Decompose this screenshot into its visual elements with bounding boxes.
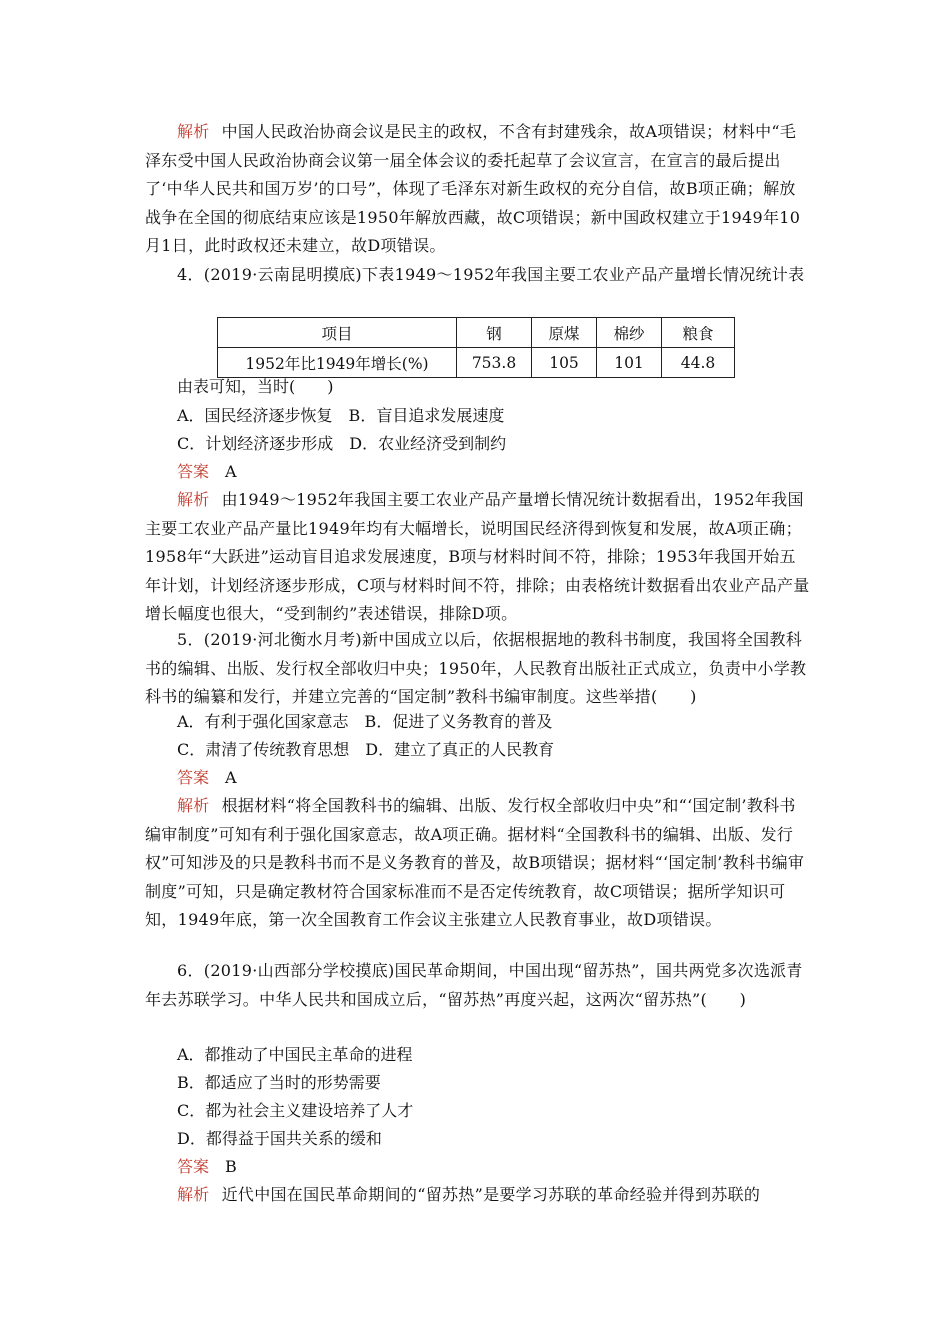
analysis-text: 根据材料“将全国教科书的编辑、出版、发行权全部收归中央”和“‘国定制’教科书编审制度”可知有利于强化国家意志，故A项正确。据材料“全国教科书的编辑、出版、发行权”可知涉及的只是教科书而不是义务教育的普及，故B项错误；据材料“‘国定制’教科书编审制度”可知，只是确定教材符合国家标准而不是否定传统教育，故C项错误；据所学知识可知，1949年底，第一次全国教育工作会议主张建立人民教育事业，故D项错误。 (145, 796, 805, 929)
table-header-cell: 钢 (457, 318, 532, 348)
question-6-option-b: B．都适应了当时的形势需要 (177, 1073, 381, 1092)
analysis-label: 解析 (177, 1185, 210, 1204)
analysis-text: 近代中国在国民革命期间的“留苏热”是要学习苏联的革命经验并得到苏联的 (221, 1185, 761, 1204)
table-cell: 753.8 (457, 348, 532, 378)
analysis-label: 解析 (177, 796, 210, 815)
analysis-text: 中国人民政治协商会议是民主的政权，不含有封建残余，故A项错误；材料中“毛泽东受中国人民政治协商会议第一届全体会议的委托起草了会议宣言，在宣言的最后提出了‘中华人民共和国万岁’的口号”，体现了毛泽东对新生政权的充分自信，故B项正确；解放战争在全国的彻底结束应该是1950年解放西藏，故C项错误；新中国政权建立于1949年10月1日，此时政权还未建立，故D项错误。 (145, 122, 801, 255)
question-4-options-ab: A．国民经济逐步恢复 B．盲目追求发展速度 (177, 406, 505, 425)
answer-label: 答案 (177, 462, 210, 481)
table-header-cell: 粮食 (662, 318, 735, 348)
table-header-cell: 棉纱 (597, 318, 662, 348)
table-header-cell: 原煤 (532, 318, 597, 348)
question-6-option-a: A．都推动了中国民主革命的进程 (177, 1045, 413, 1064)
analysis-paragraph-q3 (145, 118, 810, 261)
answer-value: A (225, 768, 237, 787)
answer-label: 答案 (177, 1157, 210, 1176)
table-cell: 101 (597, 348, 662, 378)
answer-value: A (225, 462, 237, 481)
analysis-paragraph-q4 (145, 486, 810, 629)
question-6-option-c: C．都为社会主义建设培养了人才 (177, 1101, 414, 1120)
question-6-option-d: D．都得益于国共关系的缓和 (177, 1129, 382, 1148)
question-5-options-ab: A．有利于强化国家意志 B．促进了义务教育的普及 (177, 712, 553, 731)
question-6-answer (177, 1153, 237, 1181)
analysis-paragraph-q6 (145, 1181, 810, 1210)
analysis-paragraph-q5 (145, 792, 810, 935)
question-6-stem: 6．(2019·山西部分学校摸底)国民革命期间，中国出现“留苏热”，国共两党多次选派青年去苏联学习。中华人民共和国成立后，“留苏热”再度兴起，这两次“留苏热”( ) (145, 961, 803, 1009)
analysis-text: 由1949～1952年我国主要工农业产品产量增长情况统计数据看出，1952年我国主要工农业产品产量比1949年均有大幅增长，说明国民经济得到恢复和发展，故A项正确；1958年“大跃进”运动盲目追求发展速度，B项与材料时间不符，排除；1953年我国开始五年计划，计划经济逐步形成，C项与材料时间不符，排除；由表格统计数据看出农业产品产量增长幅度也很大，“受到制约”表述错误，排除D项。 (145, 490, 810, 623)
question-5-stem: 5．(2019·河北衡水月考)新中国成立以后，依据根据地的教科书制度，我国将全国教科书的编辑、出版、发行权全部收归中央；1950年，人民教育出版社正式成立，负责中小学教科书的编纂和发行，并建立完善的“国定制”教科书编审制度。这些举措( ) (145, 630, 807, 706)
table-header-row (218, 318, 735, 348)
question-4-stem: 4．(2019·云南昆明摸底)下表1949～1952年我国主要工农业产品产量增长情况统计表 (177, 265, 805, 284)
table-cell: 1952年比1949年增长(%) (218, 348, 457, 378)
question-4-answer (177, 458, 237, 486)
table-header-cell: 项目 (218, 318, 457, 348)
analysis-label: 解析 (177, 122, 210, 141)
question-5-answer (177, 764, 237, 792)
production-growth-table (217, 317, 735, 378)
question-4-options-cd: C．计划经济逐步形成 D．农业经济受到制约 (177, 434, 507, 453)
question-4-followup: 由表可知，当时( ) (177, 377, 334, 396)
analysis-label: 解析 (177, 490, 210, 509)
table-cell: 105 (532, 348, 597, 378)
table-cell: 44.8 (662, 348, 735, 378)
question-5-options-cd: C．肃清了传统教育思想 D．建立了真正的人民教育 (177, 740, 555, 759)
answer-value: B (225, 1157, 237, 1176)
answer-label: 答案 (177, 768, 210, 787)
